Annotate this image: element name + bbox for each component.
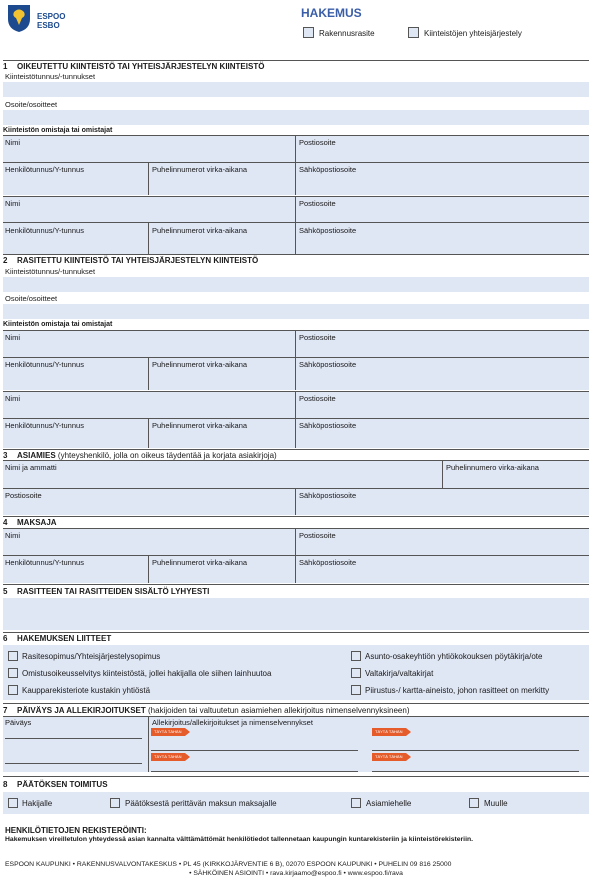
- s7-paivays-label: Päiväys: [5, 718, 32, 727]
- section-5-heading: 5 RASITTEEN TAI RASITTEIDEN SISÄLTÖ LYHYESTI: [3, 587, 210, 596]
- yhteisjarjestely-label: Kiinteistöjen yhteisjärjestely: [424, 29, 522, 38]
- s1-osoite-field[interactable]: [3, 110, 589, 125]
- sign-flag-2: TÄYTÄ TÄHÄN: [372, 728, 406, 736]
- signature-line-2[interactable]: [372, 750, 579, 751]
- privacy-text: Hakemuksen vireilletulon yhteydessä asian kannalta välttämättömät henkilötiedot tallennetaan kaupungin kuntarekisteriin ja kiinteistörekisteriin.: [5, 836, 473, 843]
- s2-o2-postiosoite-label: Postiosoite: [299, 394, 336, 403]
- attachment-5-checkbox[interactable]: [351, 668, 361, 678]
- s1-kiinteistotunnus-field[interactable]: [3, 82, 589, 97]
- s2-o1-nimi-label: Nimi: [5, 333, 20, 342]
- s1-o1-henkilotunnus-label: Henkilötunnus/Y-tunnus: [5, 165, 84, 174]
- s2-kiinteistotunnus-field[interactable]: [3, 277, 589, 292]
- s1-o1-puhelin-label: Puhelinnumerot virka-aikana: [152, 165, 248, 174]
- sign-flag-4: TÄYTÄ TÄHÄN: [372, 753, 406, 761]
- section-8-heading: 8 PÄÄTÖKSEN TOIMITUS: [3, 780, 108, 789]
- s3-sahkoposti-label: Sähköpostiosoite: [299, 491, 357, 500]
- s2-omistaja-subhead: Kiinteistön omistaja tai omistajat: [3, 321, 113, 328]
- section-2-heading: 2 RASITETTU KIINTEISTÖ TAI YHTEISJÄRJESTELYN KIINTEISTÖ: [3, 256, 259, 265]
- s1-o2-puhelin-label: Puhelinnumerot virka-aikana: [152, 226, 248, 235]
- sign-flag-1: TÄYTÄ TÄHÄN: [151, 728, 185, 736]
- s1-o2-henkilotunnus-label: Henkilötunnus/Y-tunnus: [5, 226, 84, 235]
- delivery-muulle-label: Muulle: [484, 799, 508, 808]
- footer-line-2: • SÄHKÖINEN ASIOINTI • rava.kirjaamo@espoo.fi • www.espoo.fi/rava: [189, 870, 403, 877]
- crest-icon: [4, 3, 34, 33]
- s4-nimi-label: Nimi: [5, 531, 20, 540]
- logo-text-espoo: ESPOO: [37, 12, 66, 21]
- s1-osoite-label: Osoite/osoitteet: [5, 100, 58, 109]
- rakennusrasite-label: Rakennusrasite: [319, 29, 375, 38]
- delivery-maksaja-checkbox[interactable]: [110, 798, 120, 808]
- s5-content-field[interactable]: [3, 598, 589, 630]
- section-6-heading: 6 HAKEMUKSEN LIITTEET: [3, 634, 112, 643]
- s1-omistaja-subhead: Kiinteistön omistaja tai omistajat: [3, 127, 113, 134]
- privacy-title: HENKILÖTIETOJEN REKISTERÖINTI:: [5, 826, 147, 835]
- s3-nimi-ammatti-label: Nimi ja ammatti: [5, 463, 57, 472]
- delivery-hakijalle-label: Hakijalle: [22, 799, 53, 808]
- s2-o1-sahkoposti-label: Sähköpostiosoite: [299, 360, 357, 369]
- footer-line-1: ESPOON KAUPUNKI • RAKENNUSVALVONTAKESKUS • PL 45 (KIRKKOJÄRVENTIE 6 B), 02070 ESPOON KAUPUNKI • PUHELIN 09 816 25000: [5, 861, 452, 868]
- s3-puhelin-label: Puhelinnumero virka-aikana: [446, 463, 539, 472]
- s4-puhelin-label: Puhelinnumerot virka-aikana: [152, 558, 248, 567]
- signature-line-1[interactable]: [151, 750, 358, 751]
- s2-o2-puhelin-label: Puhelinnumerot virka-aikana: [152, 421, 248, 430]
- delivery-muulle-checkbox[interactable]: [469, 798, 479, 808]
- section-4-heading: 4 MAKSAJA: [3, 518, 57, 527]
- delivery-hakijalle-checkbox[interactable]: [8, 798, 18, 808]
- s4-sahkoposti-label: Sähköpostiosoite: [299, 558, 357, 567]
- s3-postiosoite-label: Postiosoite: [5, 491, 42, 500]
- s2-o2-henkilotunnus-label: Henkilötunnus/Y-tunnus: [5, 421, 84, 430]
- yhteisjarjestely-checkbox[interactable]: [408, 27, 419, 38]
- s2-osoite-field[interactable]: [3, 304, 589, 319]
- rakennusrasite-checkbox[interactable]: [303, 27, 314, 38]
- s4-postiosoite-label: Postiosoite: [299, 531, 336, 540]
- s4-henkilotunnus-label: Henkilötunnus/Y-tunnus: [5, 558, 84, 567]
- s2-o2-nimi-label: Nimi: [5, 394, 20, 403]
- s2-o1-henkilotunnus-label: Henkilötunnus/Y-tunnus: [5, 360, 84, 369]
- s2-osoite-label: Osoite/osoitteet: [5, 294, 58, 303]
- s1-o2-nimi-label: Nimi: [5, 199, 20, 208]
- attachment-3-label: Kaupparekisteriote kustakin yhtiöstä: [22, 686, 151, 695]
- logo-text-esbo: ESBO: [37, 21, 60, 30]
- section-7-heading: 7 PÄIVÄYS JA ALLEKIRJOITUKSET (hakijoiden tai valtuutetun asiamiehen allekirjoitus nimenselvennyksineen): [3, 706, 410, 715]
- date-field-1[interactable]: [5, 738, 142, 739]
- s2-o1-puhelin-label: Puhelinnumerot virka-aikana: [152, 360, 248, 369]
- s1-kiinteistotunnus-label: Kiinteistötunnus/-tunnukset: [5, 72, 96, 81]
- attachment-5-label: Valtakirja/valtakirjat: [365, 669, 434, 678]
- page-title: HAKEMUS: [301, 6, 362, 20]
- s2-kiinteistotunnus-label: Kiinteistötunnus/-tunnukset: [5, 267, 96, 276]
- s1-o2-sahkoposti-label: Sähköpostiosoite: [299, 226, 357, 235]
- signature-line-3[interactable]: [151, 771, 358, 772]
- delivery-asiamies-checkbox[interactable]: [351, 798, 361, 808]
- s2-o1-postiosoite-label: Postiosoite: [299, 333, 336, 342]
- attachment-1-label: Rasitesopimus/Yhteisjärjestelysopimus: [22, 652, 161, 661]
- attachment-6-checkbox[interactable]: [351, 685, 361, 695]
- s1-o1-sahkoposti-label: Sähköpostiosoite: [299, 165, 357, 174]
- s1-o1-nimi-label: Nimi: [5, 138, 20, 147]
- attachment-1-checkbox[interactable]: [8, 651, 18, 661]
- attachment-2-checkbox[interactable]: [8, 668, 18, 678]
- attachment-6-label: Piirustus-/ kartta-aineisto, johon rasitteet on merkitty: [365, 686, 550, 695]
- attachment-2-label: Omistusoikeusselvitys kiinteistöstä, jollei hakijalla ole siihen lainhuutoa: [22, 669, 272, 678]
- attachment-4-checkbox[interactable]: [351, 651, 361, 661]
- date-field-2[interactable]: [5, 763, 142, 764]
- delivery-maksaja-label: Päätöksestä perittävän maksun maksajalle: [125, 799, 277, 808]
- section-1-heading: 1 OIKEUTETTU KIINTEISTÖ TAI YHTEISJÄRJESTELYN KIINTEISTÖ: [3, 62, 265, 71]
- attachment-3-checkbox[interactable]: [8, 685, 18, 695]
- signature-line-4[interactable]: [372, 771, 579, 772]
- s1-o2-postiosoite-label: Postiosoite: [299, 199, 336, 208]
- sign-flag-3: TÄYTÄ TÄHÄN: [151, 753, 185, 761]
- attachment-4-label: Asunto-osakeyhtiön yhtiökokouksen pöytäkirja/ote: [365, 652, 543, 661]
- s7-allekirjoitus-label: Allekirjoitus/allekirjoitukset ja nimenselvennykset: [152, 718, 313, 727]
- section-3-heading: 3 ASIAMIES (yhteyshenkilö, jolla on oikeus täydentää ja korjata asiakirjoja): [3, 451, 277, 460]
- s2-o2-sahkoposti-label: Sähköpostiosoite: [299, 421, 357, 430]
- delivery-asiamies-label: Asiamiehelle: [366, 799, 412, 808]
- espoo-logo: [4, 3, 34, 33]
- s1-o1-postiosoite-label: Postiosoite: [299, 138, 336, 147]
